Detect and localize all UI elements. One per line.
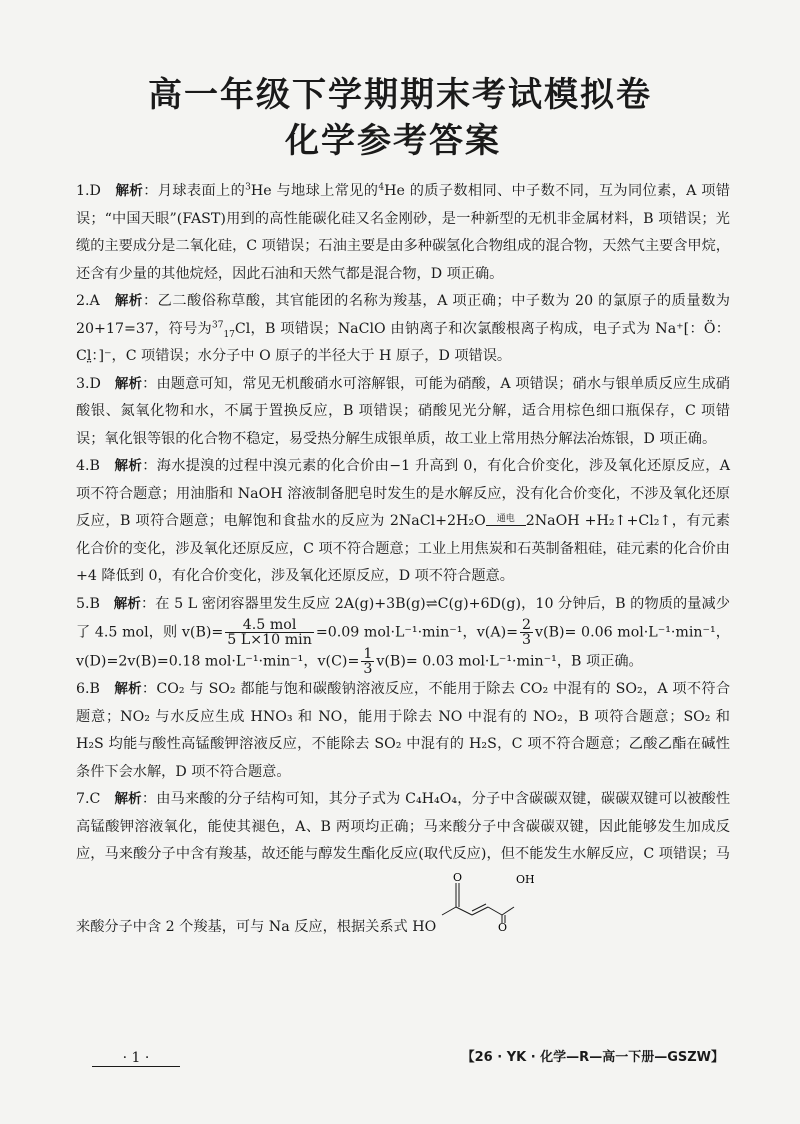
document-title bbox=[0, 72, 800, 164]
analysis-label: 解析 bbox=[114, 375, 143, 392]
document-code: 【26 · YK · 化学—R—高一下册—GSZW】 bbox=[461, 1050, 724, 1065]
answer-text: ：由马来酸的分子结构可知，其分子式为 C₄H₄O₄，分子中含碳碳双键，碳碳双键可以被酸性高锰酸钾溶液氧化，能使其褪色，A、B 两项均正确；马来酸分子中含碳碳双键，因此能够发生加成反应，马来酸分子中含有羧基，故还能与醇发生酯化反应(取代反应)，但不能发生水解反应，C 项错误；马来酸分子中含 2 个羧基，可与 Na 反应，根据关系式 HO bbox=[76, 791, 731, 935]
fraction bbox=[520, 618, 533, 647]
carbonyl-o-label: O bbox=[453, 870, 463, 884]
analysis-label: 解析 bbox=[114, 681, 142, 697]
page-number bbox=[92, 1050, 180, 1067]
isotope-number: 17 bbox=[223, 329, 235, 340]
answer-item-5 bbox=[76, 591, 730, 677]
answer-item-4 bbox=[76, 453, 730, 591]
fraction-denominator: 3 bbox=[522, 632, 532, 648]
analysis-label: 解析 bbox=[114, 293, 143, 309]
maleic-acid-structure bbox=[436, 869, 536, 942]
answer-item-2 bbox=[76, 288, 730, 371]
answer-key: 6.B bbox=[76, 681, 100, 697]
fraction-denominator: 3 bbox=[363, 661, 373, 677]
analysis-label: 解析 bbox=[114, 791, 142, 807]
hydroxyl-label: OH bbox=[516, 872, 535, 886]
analysis-label: 解析 bbox=[115, 183, 144, 199]
answer-text: =0.09 mol·L⁻¹·min⁻¹，v(A)= bbox=[315, 624, 518, 641]
answer-text: ：由题意可知，常见无机酸硝水可溶解银，可能为硝酸，A 项错误；硝水与银单质反应生成硝酸银、氮氧化物和水，不属于置换反应，B 项错误；硝酸见光分解，适合用棕色细口瓶保存，C 项错误；氧化银等银的化合物不稳定，易受热分解生成银单质，故工业上常用热分解法冶炼银，D 项正确。 bbox=[76, 375, 730, 447]
answer-key: 4.B bbox=[76, 458, 100, 474]
answer-key: 5.B bbox=[76, 595, 100, 612]
fraction-numerator: 1 bbox=[363, 646, 373, 662]
answer-item-6 bbox=[76, 676, 730, 786]
arrow-label: 通电 bbox=[496, 514, 515, 524]
answer-text: ：CO₂ 与 SO₂ 都能与饱和碳酸钠溶液反应，不能用于除去 CO₂ 中混有的 SO₂，A 项不符合题意；NO₂ 与水反应生成 HNO₃ 和 NO，能用于除去 NO 中混有的 NO₂，B 项符合题意；SO₂ 和 H₂S 均能与酸性高锰酸钾溶液反应，不能除去 SO₂ 中混有的 H₂S，C 项不符合题意；乙酸乙酯在碱性条件下会水解，D 项不符合题意。 bbox=[76, 681, 731, 780]
answer-text: ：月球表面上的 bbox=[143, 183, 246, 199]
answer-key: 3.D bbox=[76, 375, 101, 392]
analysis-label: 解析 bbox=[113, 595, 141, 612]
answer-item-7 bbox=[76, 786, 730, 941]
isotope-mass: 3 bbox=[245, 182, 251, 193]
fraction-numerator: 4.5 mol bbox=[225, 618, 314, 633]
answer-key: 2.A bbox=[76, 293, 100, 309]
answer-item-3 bbox=[76, 371, 730, 454]
answer-list bbox=[76, 178, 730, 941]
answer-text: ：海水提溴的过程中溴元素的化合价由−1 升高到 0，有化合价变化，涉及氧化还原反应，A 项不符合题意；用油脂和 NaOH 溶液制备肥皂时发生的是水解反应，没有化合价变化，不涉及氧化还原反应，B 项符合题意；电解饱和食盐水的反应为 2NaCl+2H₂O bbox=[76, 458, 731, 529]
fraction-denominator: 5 L×10 min bbox=[227, 632, 312, 648]
isotope-mass: 37 bbox=[212, 319, 224, 330]
answer-text: He 的质子数相同、中子数不同，互为同位素，A 项错误；“中国天眼”(FAST)用到的高性能碳化硅又名金刚砂，是一种新型的无机非金属材料，B 项错误；光缆的主要成分是二氧化硅，C 项错误；石油主要是由多种碳氢化合物组成的混合物，天然气主要含甲烷，还含有少量的其他烷烃，因此石油和天然气都是混合物，D 项正确。 bbox=[76, 183, 730, 282]
answer-text: v(B)= 0.03 mol·L⁻¹·min⁻¹，B 项正确。 bbox=[376, 653, 643, 670]
answer-item-1 bbox=[76, 178, 730, 288]
answer-text: v(B)= 0.06 mol·L⁻¹·min⁻¹，v(D)=2v(B)=0.18 mol·L⁻¹·min⁻¹，v(C)= bbox=[76, 624, 730, 670]
title-line-1: 高一年级下学期期末考试模拟卷 bbox=[148, 75, 652, 115]
answer-text: Cl，B 项错误；NaClO 由钠离子和次氯酸根离子构成，电子式为 Na⁺[：Ö：Cl̤：]⁻，C 项错误；水分子中 O 原子的半径大于 H 原子，D 项错误。 bbox=[76, 320, 730, 364]
isotope-mass: 4 bbox=[378, 182, 385, 193]
answer-text: He 与地球上常见的 bbox=[250, 183, 379, 199]
page-number-text: · 1 · bbox=[92, 1050, 180, 1067]
answer-text: ：乙二酸俗称草酸，其官能团的名称为羧基，A 项正确；中子数为 20 的氯原子的质量数为 20+17=37，符号为 bbox=[76, 293, 730, 337]
title-line-2: 化学参考答案 bbox=[285, 121, 501, 161]
structure-drawing bbox=[436, 869, 536, 931]
fraction bbox=[225, 618, 314, 647]
analysis-label: 解析 bbox=[114, 458, 143, 474]
fraction bbox=[361, 647, 374, 676]
answer-key: 1.D bbox=[76, 183, 101, 199]
answer-key: 7.C bbox=[76, 791, 101, 807]
fraction-numerator: 2 bbox=[522, 617, 532, 633]
answer-text: 2NaOH +H₂↑+Cl₂↑，有元素化合价的变化，涉及氧化还原反应，C 项不符合题意；工业上用焦炭和石英制备粗硅，硅元素的化合价由+4 降低到 0，有化合价变化，涉及氧化还原反应，D 项不符合题意。 bbox=[76, 513, 730, 584]
carbonyl-o-label-2: O bbox=[498, 920, 508, 931]
answer-text: ：在 5 L 密闭容器里发生反应 2A(g)+3B(g)⇌C(g)+6D(g)，10 分钟后，B 的物质的量减少了 4.5 mol，则 v(B)= bbox=[76, 595, 731, 641]
electrolysis-arrow bbox=[486, 514, 526, 528]
